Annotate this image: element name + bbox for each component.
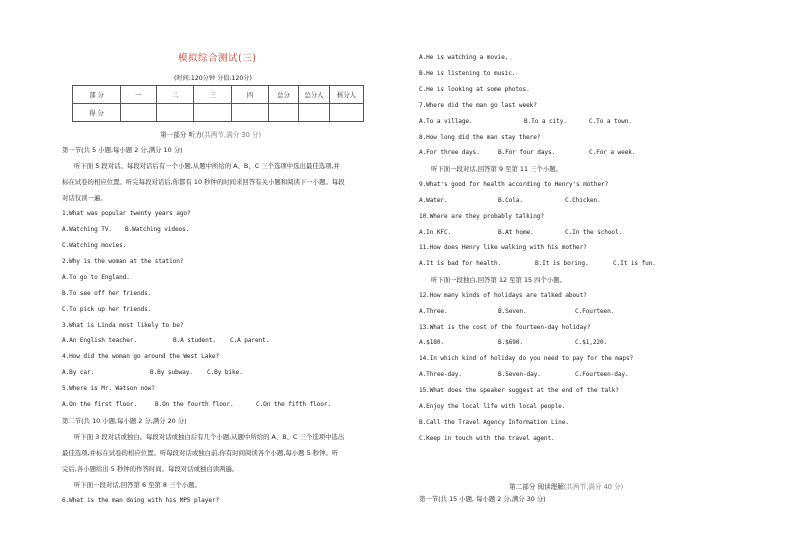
question-3: 3.What is Linda most likely to be? [62, 322, 184, 329]
q9-option-a: A.Water. [419, 197, 448, 204]
q15-option-c: C.Keep in touch with the travel agent. [419, 435, 555, 442]
q10-option-a: A.In KFC. [419, 229, 452, 236]
question-4: 4.How did the woman go around the West Lake? [62, 353, 220, 360]
q10-option-c: C.In the school. [565, 229, 623, 236]
part1-title: 第一部分 听力 [160, 131, 202, 139]
q15-option-a: A.Enjoy the local life with local people. [419, 403, 566, 410]
question-6: 6.What is the man doing with his MP5 player? [62, 497, 220, 504]
q5-option-c: C.On the fifth floor. [256, 401, 331, 408]
score-table-header-cell: 四 [232, 86, 269, 104]
section1-instruction-line: 听下面 5 段对话。每段对话后有一个小题,从题中所给的 A、B、C 三个选项中选出最佳选项,并 [74, 162, 340, 170]
q13-option-a: A.$180. [419, 339, 444, 346]
question-11: 11.How does Henry like walking with his mother? [419, 244, 587, 251]
score-table-header-cell: 总分人 [299, 86, 330, 104]
q1-option-a: A.Watching TV. [62, 226, 112, 233]
q7-option-c: C.To a town. [589, 118, 632, 125]
q15-option-b: B.Call the Travel Agency Information Line. [419, 419, 569, 426]
question-1: 1.What was popular twenty years ago? [62, 210, 191, 217]
q4-option-a: A.By car. [62, 369, 95, 376]
score-cell[interactable] [194, 104, 232, 122]
q2-option-c: C.To pick up her friends. [62, 306, 152, 313]
score-cell[interactable] [232, 104, 269, 122]
question-15: 15.What does the speaker suggest at the end of the talk? [419, 387, 619, 394]
q13-option-b: B.$690. [498, 339, 523, 346]
q3-option-a: A.An English teacher. [62, 337, 137, 344]
score-cell[interactable] [299, 104, 330, 122]
q6-option-a: A.He is watching a movie. [419, 54, 509, 61]
monologue-instruction: 听下面一段独白,回答第 12 至第 15 四个小题。 [431, 276, 567, 284]
score-cell[interactable] [269, 104, 299, 122]
q6-option-c: C.He is looking at some photos. [419, 86, 530, 93]
dialog-instruction: 听下面一段对话,回答第 6 至第 8 三个小题。 [74, 481, 201, 489]
score-table-header-cell: 二 [157, 86, 194, 104]
q12-option-a: A.Three. [419, 308, 448, 315]
q9-option-c: C.Chicken. [565, 197, 601, 204]
part2-heading [509, 481, 623, 491]
score-table [72, 85, 364, 122]
q8-option-b: B.For four days. [498, 149, 556, 156]
score-table-row-label: 得 分 [73, 104, 121, 122]
q11-option-c: C.It is fun. [613, 260, 656, 267]
page-title: 模拟综合测试(三) [178, 53, 257, 64]
q2-option-b: B.To see off her friends. [62, 290, 152, 297]
q9-option-b: B.Cola. [498, 197, 523, 204]
q11-option-b: B.It is boring. [535, 260, 589, 267]
question-2: 2.Why is the woman at the station? [62, 258, 184, 265]
q1-option-b: B.Watching videos. [125, 226, 190, 233]
part1-heading [160, 129, 261, 139]
q14-option-a: A.Three-day. [419, 371, 462, 378]
question-8: 8.How long did the man stay there? [419, 134, 541, 141]
q12-option-b: B.Seven. [498, 308, 527, 315]
section2-instruction-line: 完后,各小题给出 5 秒钟的作答时间。每段对话或独白读两遍。 [62, 465, 239, 473]
score-table-header-cell: 一 [121, 86, 157, 104]
section2-instruction-line: 听下面 3 段对话或独白。每段对话或独白后有几个小题,从题中所给的 A、B、C 三个选项中选出 [74, 433, 345, 441]
section1-instruction-line: 标在试卷的相应位置。听完每段对话后,你都有 10 秒钟的时间来回答有关小题和阅读下一小题。每段 [62, 178, 345, 186]
score-table-header-row [73, 86, 364, 104]
question-5: 5.Where is Mr. Watson now? [62, 385, 155, 392]
dialog-instruction: 听下面一段对话,回答第 9 至第 11 三个小题。 [431, 165, 562, 173]
score-cell[interactable] [121, 104, 157, 122]
q8-option-a: A.For three days. [419, 149, 480, 156]
score-table-header-cell: 部 分 [73, 86, 121, 104]
q2-option-a: A.To go to England. [62, 274, 130, 281]
score-table-header-cell: 三 [194, 86, 232, 104]
section1-instruction-line: 对话仅读一遍。 [62, 194, 107, 202]
exam-time-score: (时间:120分钟 分值:120分) [174, 75, 252, 82]
q3-option-b: B.A student. [173, 337, 216, 344]
q12-option-c: C.Fourteen. [575, 308, 615, 315]
question-9: 9.What's good for health according to Henry's mother? [419, 181, 609, 188]
section2-instruction-line: 最佳选项,并标在试卷的相应位置。听每段对话或独白前,你有时间阅读各个小题,每小题 5 秒钟。听 [62, 449, 339, 457]
part2-note: (共两节,满分 40 分) [563, 483, 624, 491]
question-14: 14.In which kind of holiday do you need to pay for the maps? [419, 355, 634, 362]
section2-heading: 第二节(共 10 小题,每小题 2 分,满分 20 分) [62, 417, 187, 425]
section1-heading: 第一节(共 5 小题,每小题 2 分,满分 10 分) [62, 146, 183, 154]
score-cell[interactable] [157, 104, 194, 122]
q7-option-b: B.To a city. [524, 118, 567, 125]
reading-section1-heading: 第一节(共 15 小题, 每小题 2 分,满分 30 分) [419, 495, 546, 503]
score-table-score-row [73, 104, 364, 122]
q11-option-a: A.It is bad for health. [419, 260, 502, 267]
score-cell[interactable] [330, 104, 364, 122]
score-table-header-cell: 核分人 [330, 86, 364, 104]
q10-option-b: B.At home. [498, 229, 534, 236]
q4-option-c: C.By bike. [207, 369, 243, 376]
q8-option-c: C.For a week. [589, 149, 636, 156]
q4-option-b: B.By subway. [150, 369, 193, 376]
q3-option-c: C.A parent. [230, 337, 270, 344]
q5-option-b: B.On the fourth floor. [155, 401, 234, 408]
part1-note: (共两节,满分 30 分) [201, 131, 262, 139]
q5-option-a: A.On the first floor. [62, 401, 137, 408]
q13-option-c: C.$1,220. [575, 339, 608, 346]
question-13: 13.What is the cost of the fourteen-day holiday? [419, 324, 591, 331]
q14-option-c: C.Fourteen-day. [575, 371, 629, 378]
q6-option-b: B.He is listening to music. [419, 70, 516, 77]
q7-option-a: A.To a village. [419, 118, 473, 125]
q1-option-c: C.Watching movies. [62, 242, 127, 249]
score-table-header-cell: 总分 [269, 86, 299, 104]
question-12: 12.How many kinds of holidays are talked about? [419, 292, 587, 299]
question-7: 7.Where did the man go last week? [419, 102, 537, 109]
q14-option-b: B.Seven-day. [498, 371, 541, 378]
question-10: 10.Where are they probably talking? [419, 213, 544, 220]
part2-title: 第二部分 阅读理解 [509, 483, 564, 491]
